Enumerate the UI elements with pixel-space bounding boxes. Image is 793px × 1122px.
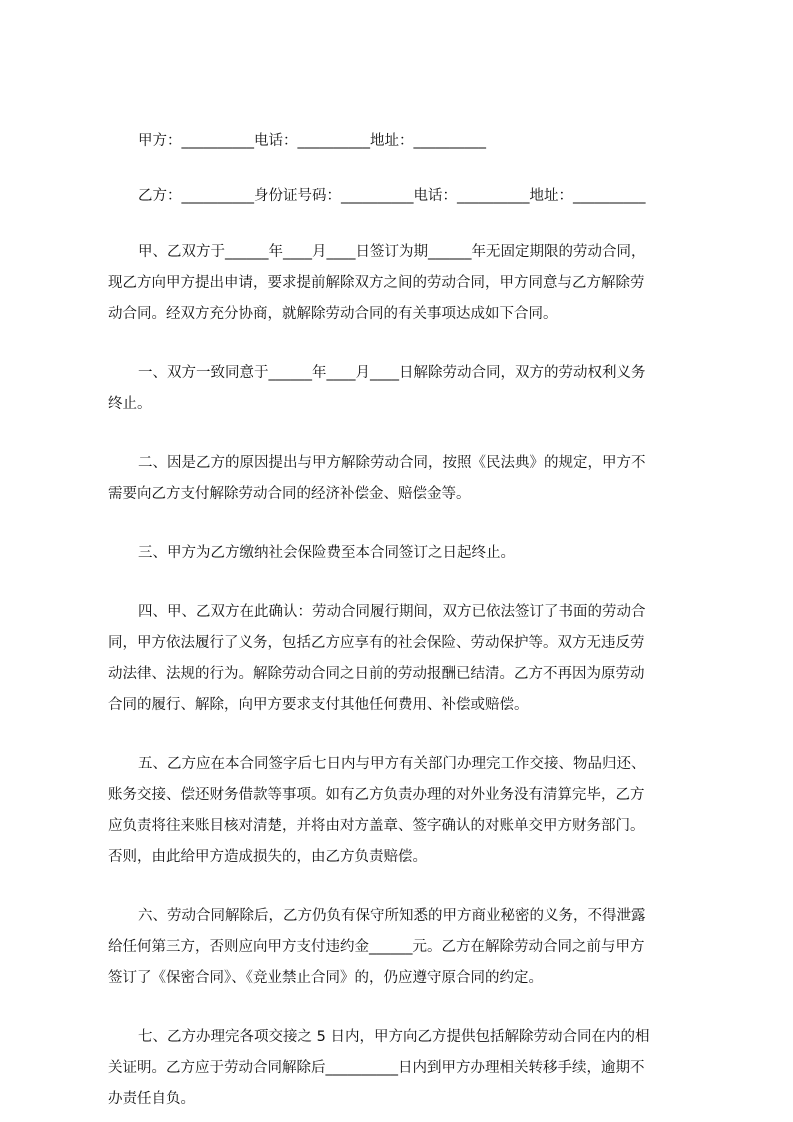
- clause-2: [108, 448, 700, 510]
- paragraph-line: 七、乙方办理完各项交接之 5 日内，甲方向乙方提供包括解除劳动合同在内的相: [138, 1029, 650, 1045]
- paragraph-line: 六、劳动合同解除后，乙方仍负有保守所知悉的甲方商业秘密的义务，不得泄露: [138, 908, 646, 924]
- document-page: [108, 128, 700, 1115]
- paragraph-intro: [108, 237, 700, 330]
- clause-3: [108, 538, 700, 569]
- paragraph-line: 现乙方向甲方提出申请，要求提前解除双方之间的劳动合同，甲方同意与乙方解除劳: [108, 275, 645, 291]
- paragraph-line: 四、甲、乙双方在此确认：劳动合同履行期间，双方已依法签订了书面的劳动合: [138, 604, 646, 620]
- paragraph-line: 三、甲方为乙方缴纳社会保险费至本合同签订之日起终止。: [138, 545, 515, 561]
- paragraph-line: 合同的履行、解除，向甲方要求支付其他任何费用、补偿或赔偿。: [108, 697, 529, 713]
- paragraph-line: 一、双方一致同意于______年____月____日解除劳动合同，双方的劳动权利义务: [138, 365, 646, 381]
- clause-4: [108, 597, 700, 721]
- paragraph-line: 同，甲方依法履行了义务，包括乙方应享有的社会保险、劳动保护等。双方无违反劳: [108, 635, 645, 651]
- clause-5: [108, 749, 700, 873]
- paragraph-line: 甲、乙双方于______年____月____日签订为期______年无固定期限的劳动合同，: [138, 244, 646, 260]
- clause-6: [108, 901, 700, 994]
- party-a-line: 甲方：__________电话：__________地址：__________: [138, 133, 486, 149]
- paragraph-line: 动合同。经双方充分协商，就解除劳动合同的有关事项达成如下合同。: [108, 306, 558, 322]
- paragraph-line: 二、因是乙方的原因提出与甲方解除劳动合同，按照《民法典》的规定，甲方不: [138, 455, 646, 471]
- paragraph-line: 签订了《保密合同》、《竞业禁止合同》的，仍应遵守原合同的约定。: [108, 970, 543, 986]
- paragraph-line: 否则，由此给甲方造成损失的，由乙方负责赔偿。: [108, 849, 427, 865]
- party-b-line: 乙方：__________身份证号码：__________电话：__________地址：__________: [138, 188, 646, 204]
- paragraph-line: 终止。: [108, 396, 152, 412]
- paragraph-line: 动法律、法规的行为。解除劳动合同之日前的劳动报酬已结清。乙方不再因为原劳动: [108, 666, 645, 682]
- clause-1: [108, 358, 700, 420]
- clause-7: [108, 1022, 700, 1115]
- paragraph-line: 办责任自负。: [108, 1091, 195, 1107]
- paragraph-line: 关证明。乙方应于劳动合同解除后__________日内到甲方办理相关转移手续，逾期不: [108, 1060, 645, 1076]
- paragraph-line: 给任何第三方，否则应向甲方支付违约金______元。乙方在解除劳动合同之前与甲方: [108, 939, 645, 955]
- paragraph-line: 需要向乙方支付解除劳动合同的经济补偿金、赔偿金等。: [108, 486, 471, 502]
- paragraph-line: 应负责将往来账目核对清楚，并将由对方盖章、签字确认的对账单交甲方财务部门。: [108, 818, 645, 834]
- paragraph-line: 五、乙方应在本合同签字后七日内与甲方有关部门办理完工作交接、物品归还、: [138, 756, 646, 772]
- paragraph-line: 账务交接、偿还财务借款等事项。如有乙方负责办理的对外业务没有清算完毕，乙方: [108, 787, 645, 803]
